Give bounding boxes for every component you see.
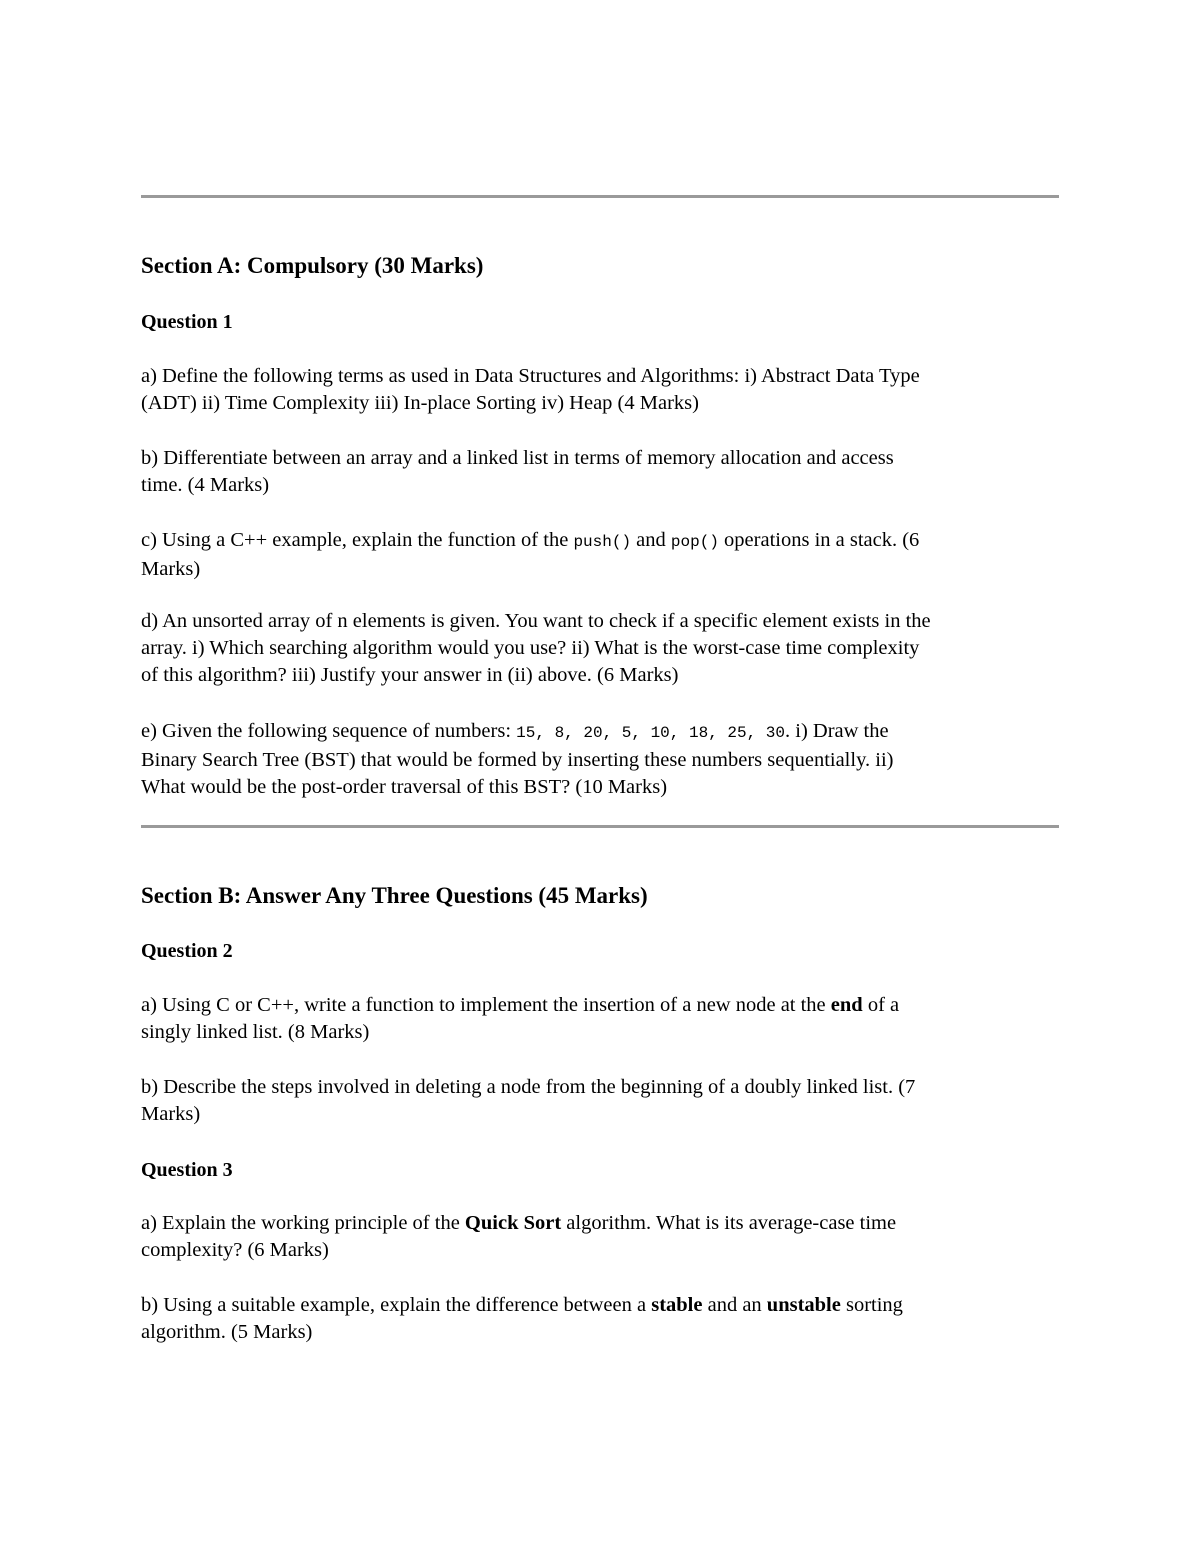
question-1c-line-2: Marks): [141, 558, 201, 580]
question-2b-line-1: b) Describe the steps involved in deleting a node from the beginning of a doubly linked list. (7: [141, 1076, 916, 1098]
question-2a-line-2: singly linked list. (8 Marks): [141, 1021, 370, 1043]
stable-emphasis: stable: [651, 1294, 703, 1316]
question-1d-line-3: of this algorithm? iii) Justify your answer in (ii) above. (6 Marks): [141, 664, 679, 686]
question-1d-line-2: array. i) Which searching algorithm would you use? ii) What is the worst-case time complexity: [141, 637, 920, 659]
question-1e-line-2: Binary Search Tree (BST) that would be formed by inserting these numbers sequentially. ii): [141, 749, 894, 771]
question-1c: [141, 527, 1059, 583]
question-3b-line-2: algorithm. (5 Marks): [141, 1321, 313, 1343]
horizontal-rule-top: [141, 195, 1059, 198]
unstable-emphasis: unstable: [766, 1294, 841, 1316]
question-2-title: Question 2: [141, 940, 233, 962]
question-3a-text-pre: a) Explain the working principle of the: [141, 1212, 465, 1234]
question-1e-text-post: . i) Draw the: [785, 720, 889, 742]
section-a-title: Section A: Compulsory (30 Marks): [141, 253, 484, 278]
question-1c-text-pre: c) Using a C++ example, explain the function of the: [141, 529, 574, 551]
question-1d-line-1: d) An unsorted array of n elements is given. You want to check if a specific element exists in the: [141, 610, 931, 632]
question-3b-line-1: [141, 1292, 1059, 1319]
number-sequence-code: 15, 8, 20, 5, 10, 18, 25, 30: [516, 724, 785, 742]
question-1c-text-mid: and: [631, 529, 671, 551]
question-1e-line-3: What would be the post-order traversal of this BST? (10 Marks): [141, 776, 668, 798]
question-3b-text-mid: and an: [702, 1294, 767, 1316]
question-2a-text-post: of a: [862, 994, 900, 1016]
question-3b: [141, 1292, 1059, 1346]
question-1a-line-1: a) Define the following terms as used in Data Structures and Algorithms: i) Abstract Data Type: [141, 365, 920, 387]
question-1e: [141, 718, 1059, 801]
horizontal-rule-middle: [141, 825, 1059, 828]
question-3b-text-post: sorting: [840, 1294, 903, 1316]
question-1b: [141, 445, 1059, 499]
question-1c-text-post: operations in a stack. (6: [718, 529, 920, 551]
pop-code: pop(): [670, 533, 719, 551]
question-1e-text-pre: e) Given the following sequence of numbers:: [141, 720, 517, 742]
question-1b-line-2: time. (4 Marks): [141, 474, 270, 496]
question-3a-line-1: [141, 1210, 1059, 1237]
question-3-title: Question 3: [141, 1159, 233, 1181]
end-emphasis: end: [830, 994, 863, 1016]
question-3a-line-2: complexity? (6 Marks): [141, 1239, 329, 1261]
question-2a-line-1: [141, 992, 1059, 1019]
question-1d: [141, 608, 1059, 689]
question-2b: [141, 1074, 1059, 1128]
question-2a-text-pre: a) Using C or C++, write a function to implement the insertion of a new node at the: [141, 994, 831, 1016]
question-1c-line-1: [141, 527, 1059, 556]
question-1a-line-2: (ADT) ii) Time Complexity iii) In-place Sorting iv) Heap (4 Marks): [141, 392, 699, 414]
question-1a: [141, 363, 1059, 417]
section-b-title: Section B: Answer Any Three Questions (45 Marks): [141, 883, 648, 908]
question-2b-line-2: Marks): [141, 1103, 201, 1125]
question-3a-text-post: algorithm. What is its average-case time: [561, 1212, 897, 1234]
question-1e-line-1: [141, 718, 1059, 747]
push-code: push(): [573, 533, 632, 551]
question-2a: [141, 992, 1059, 1046]
question-1-title: Question 1: [141, 311, 233, 333]
question-3b-text-pre: b) Using a suitable example, explain the difference between a: [141, 1294, 652, 1316]
question-3a: [141, 1210, 1059, 1264]
quick-sort-emphasis: Quick Sort: [464, 1212, 562, 1234]
question-1b-line-1: b) Differentiate between an array and a linked list in terms of memory allocation and access: [141, 447, 894, 469]
